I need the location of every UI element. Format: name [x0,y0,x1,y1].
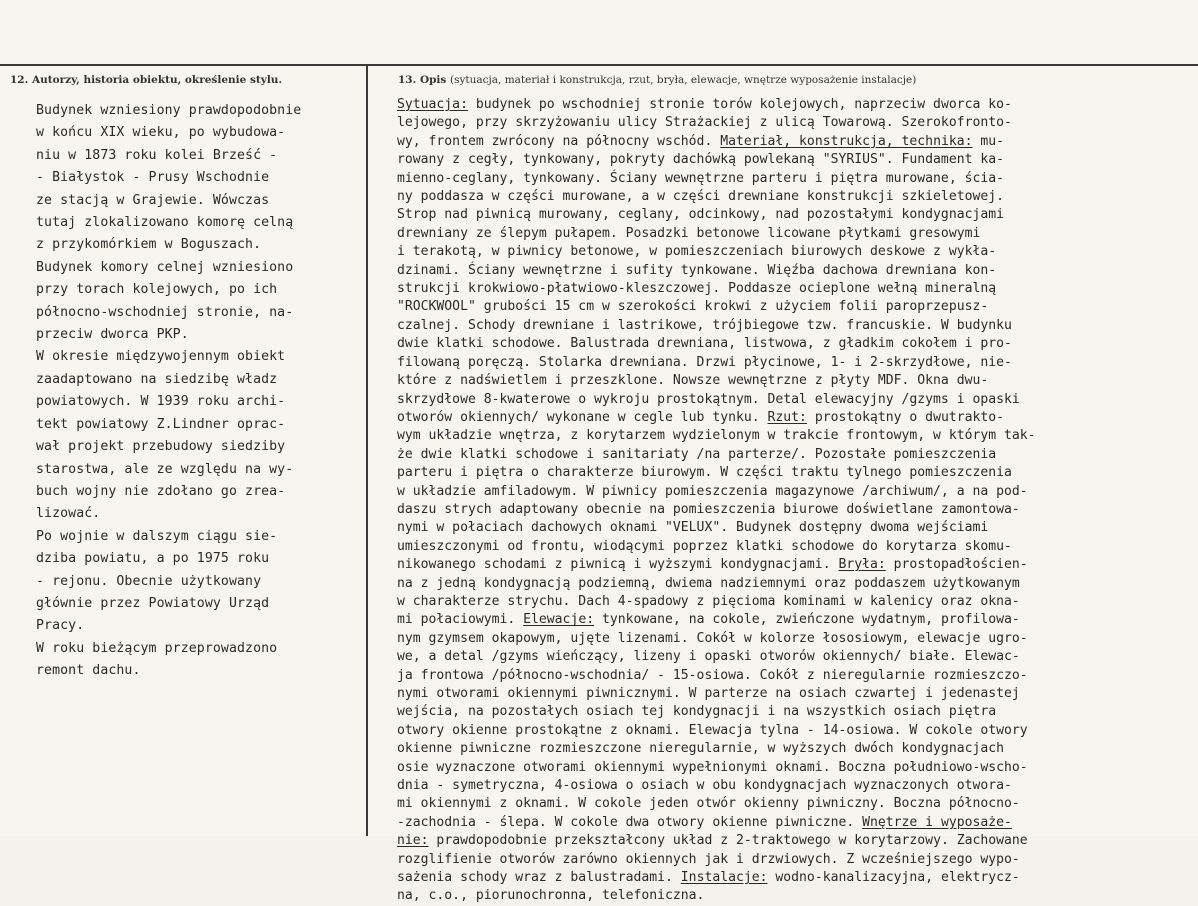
text-segment: mi okiennymi z oknami. W cokole jeden otwór okienny piwniczny. Boczna północno- [397,796,1020,812]
description-text-line [397,335,1197,353]
history-text-line: przy torach kolejowych, po ich [36,282,278,298]
description-text-line [397,96,1197,114]
history-text-line: wał projekt przebudowy siedziby [36,439,286,455]
section-12-header [10,74,282,86]
description-text-line [397,262,1197,280]
history-text-line: Budynek wzniesiony prawdopodobnie [36,103,302,118]
history-text-line: W okresie międzywojennym obiekt [36,349,286,365]
underlined-heading: Rzut: [767,409,807,425]
text-segment: sażenia schody wraz z balustradami. [397,870,681,886]
text-segment: wym układzie wnętrza, z korytarzem wydzielonym w trakcie frontowym, w którym tak- [397,428,1036,444]
description-text-line [397,446,1197,464]
underlined-heading: Bryła: [838,557,886,573]
text-segment: nymi w połaciach dachowych oknami "VELUX". Budynek dostępny dwoma wejściami [397,520,989,536]
history-text-line: Budynek komory celnej wzniesiono [36,259,294,275]
text-segment: otworów okiennych/ wykonane w cegle lub tynku. [397,409,768,425]
text-segment: mienno-ceglany, tynkowany. Ściany wewnętrzne parteru i piętra murowane, ścia- [397,170,1004,186]
description-text-line [397,667,1197,685]
description-text-line [397,151,1197,169]
description-text-line [397,851,1197,869]
text-segment: i terakotą, w piwnicy betonowe, w pomieszczeniach biurowych deskowe z wykła- [397,244,997,260]
description-text-line [397,556,1197,574]
section-13-title: Opis [419,74,447,86]
description-text-line [397,648,1197,666]
text-segment: mu- [972,133,1005,149]
history-text-line: powiatowych. W 1939 roku archi- [36,394,286,410]
description-text-line [397,170,1197,188]
history-text-line: północno-wschodniej stronie, na- [36,304,294,320]
text-segment: nymi otworami okiennymi piwnicznymi. W parterze na osiach czwartej i jedenastej [397,686,1020,701]
section-12-title: Autorzy, historia obiektu, określenie stylu. [31,74,283,86]
history-text-line: remont dachu. [36,663,141,679]
text-segment: drewniany ze ślepym pułapem. Posadzki betonowe licowane płytkami gresowymi [397,225,981,241]
text-segment: dnia - symetryczna, 4-osiowa o osiach w obu kondygnacjach wyznaczonych otwora- [397,778,1012,794]
text-segment: ny poddasza w części murowane, a w części drewniane konstrukcji szkieletowej. [397,189,1004,205]
text-segment: prostopadłościen- [885,557,1028,573]
description-text-line [397,611,1197,629]
description-text-line [397,427,1197,445]
text-segment: ja frontowa /północno-wschodnia/ - 15-osiowa. Cokół z nieregularnie rozmieszczo- [397,667,1028,683]
description-text-line [397,133,1197,151]
description-text-line [397,114,1197,132]
text-segment: daszu strych adaptowany obecnie na pomieszczenia biurowe doświetlane zamontowa- [397,501,1020,517]
description-text-line [397,372,1197,390]
description-text-column [397,96,1197,906]
description-text-line [397,409,1197,427]
text-segment: tynkowane, na cokole, zwieńczone wydatnym, profilowa- [594,612,1020,628]
history-text-line: starostwa, ale ze względu na wy- [36,461,294,477]
text-segment: umieszczonymi od frontu, wiodącymi poprzez klatki schodowe do korytarza skomu- [397,538,1012,554]
text-segment: mi połaciowymi. [397,612,524,628]
section-13-subtitle: (sytuacja, materiał i konstrukcja, rzut, bryła, elewacje, wnętrze wyposażenie instalacje) [449,74,917,86]
underlined-heading: Elewacje: [523,612,595,628]
description-text-line [397,317,1197,335]
text-segment: wy, frontem zwrócony na północny wschód. [397,133,721,149]
description-text-line [397,519,1197,537]
description-text-line [397,685,1197,703]
history-text-line: lizować. [36,506,101,522]
underlined-heading: nie: [397,833,429,849]
text-segment: nikowanego schodami z piwnicą i wyższymi kondygnacjami. [397,557,839,573]
history-text-line: niu w 1873 roku kolei Brześć - [36,147,278,163]
text-segment: -zachodnia - ślepa. W cokole dwa otwory okienne piwniczne. [397,814,863,830]
text-segment: otwory okienne prostokątne z oknami. Elewacja tylna - 14-osiowa. W cokole otwory [397,722,1028,738]
text-segment: parteru i piętra o charakterze biurowym. W części traktu tylnego pomieszczenia [397,465,1012,481]
text-segment: w układzie amfiladowym. W piwnicy pomieszczenia magazynowe /archiwum/, a na pod- [397,483,1028,499]
description-text-line [397,298,1197,316]
section-13-header [398,74,916,86]
description-text-line [397,593,1197,611]
text-segment: w charakterze strychu. Dach 4-spadowy z pięcioma kominami w kalenicy oraz okna- [397,593,1020,609]
description-text-line [397,795,1197,813]
section-12-number: 12. [10,74,29,86]
history-text-column [36,100,366,683]
description-text-line [397,354,1197,372]
top-margin [0,0,1198,64]
description-text-line [397,280,1197,298]
text-segment: "ROCKWOOL" grubości 15 cm w szerokości krokwi z użyciem folii paroprzepusz- [397,299,989,315]
description-text-line [397,630,1197,648]
text-segment: skrzydłowe 8-kwaterowe o wykroju prostokątnym. Detal elewacyjny /gzyms i opaski [397,391,1020,407]
section-13-number: 13. [398,74,417,86]
history-text-line: Po wojnie w dalszym ciągu sie- [36,528,278,544]
description-text-line [397,740,1197,758]
text-segment: budynek po wschodniej stronie torów kolejowych, naprzeciw dworca ko- [467,97,1012,112]
text-segment: osie wyznaczone otworami okiennymi wypełnionymi oknami. Boczna południowo-wscho- [397,759,1028,775]
text-segment: rowany z cegły, tynkowany, pokryty dachówką powlekaną "SYRIUS". Fundament ka- [397,152,1004,168]
description-text-line [397,832,1197,850]
underlined-heading: Materiał, konstrukcja, technika: [720,133,973,149]
text-segment: że dwie klatki schodowe i sanitariaty /na parterze/. Pozostałe pomieszczenia [397,446,997,462]
text-segment: prostokątny o dwutrakto- [806,409,1005,425]
text-segment: wejścia, na pozostałych osiach tej kondygnacji i na wszystkich osiach piętra [397,704,997,720]
description-text-line [397,703,1197,721]
description-text-line [397,777,1197,795]
text-segment: strukcji krokwiowo-płatwiowo-kleszczowej. Poddasze ocieplone wełną mineralną [397,281,997,297]
history-text-line: ze stacją w Grajewie. Wówczas [36,192,270,208]
description-text-line [397,538,1197,556]
text-segment: dzinami. Ściany wewnętrzne i sufity tynkowane. Więźba dachowa drewniana kon- [397,262,997,278]
history-text-line: - Białystok - Prusy Wschodnie [36,170,270,186]
description-text-line [397,206,1197,224]
history-text-line: głównie przez Powiatowy Urząd [36,595,270,611]
history-text-line: dziba powiatu, a po 1975 roku [36,551,270,567]
text-segment: nym gzymsem okapowym, ujęte lizenami. Cokół w kolorze łososiowym, elewacje ugro- [397,630,1028,646]
text-segment: które z nadświetlem i przeszklone. Nowsze wewnętrzne z płyty MDF. Okna dwu- [397,373,989,389]
description-text-line [397,483,1197,501]
underlined-heading: Instalacje: [680,870,768,886]
description-text-line [397,225,1197,243]
text-segment: wodno-kanalizacyjna, elektrycz- [767,870,1020,886]
history-text-line: przeciw dworca PKP. [36,327,189,343]
text-segment: filowaną poręczą. Stolarka drewniana. Drzwi płycinowe, 1- i 2-skrzydłowe, nie- [397,354,1012,370]
underlined-heading: Wnętrze i wyposaże- [862,814,1012,830]
description-text-line [397,188,1197,206]
text-segment: na z jedną kondygnacją podziemną, dwiema nadziemnymi oraz poddaszem użytkowanym [397,575,1020,591]
column-divider [366,64,368,836]
description-text-line [397,391,1197,409]
description-text-line [397,243,1197,261]
history-text-line: Pracy. [36,618,85,634]
description-text-line [397,575,1197,593]
history-text-line: zaadaptowano na siedzibę władz [36,371,278,387]
description-text-line [397,722,1197,740]
text-segment: okienne piwniczne rozmieszczone nieregularnie, w wyższych dwóch kondygnacjach [397,741,1004,757]
history-text-line: z przykomórkiem w Boguszach. [36,237,262,253]
description-text-line [397,464,1197,482]
text-segment: prawdopodobnie przekształcony układ z 2-traktowego w korytarzowy. Zachowane [428,833,1028,849]
text-segment: we, a detal /gzyms wieńczący, lizeny i opaski otworów okiennych/ białe. Elewac- [397,649,1020,665]
text-segment: rozglifienie otworów zarówno okiennych jak i drzwiowych. Z wcześniejszego wypo- [397,851,1020,867]
description-text-line [397,501,1197,519]
text-segment: na, c.o., piorunochronna, telefoniczna. [397,888,705,904]
history-text-line: tutaj zlokalizowano komorę celną [36,215,294,231]
description-text-line [397,759,1197,777]
text-segment: lejowego, przy skrzyżowaniu ulicy Strażackiej z ulicą Towarową. Szerokofronto- [397,115,1012,131]
text-segment: czalnej. Schody drewniane i lastrikowe, trójbiegowe tzw. francuskie. W budynku [397,317,1012,333]
history-text-line: buch wojny nie zdołano go zrea- [36,483,286,499]
history-text-line: w końcu XIX wieku, po wybudowa- [36,125,286,141]
history-text-line: tekt powiatowy Z.Lindner oprac- [36,416,286,432]
description-text-line [397,814,1197,832]
description-text-line [397,887,1197,905]
history-text-line: W roku bieżącym przeprowadzono [36,640,278,656]
text-segment: dwie klatki schodowe. Balustrada drewniana, listwowa, z gładkim cokołem i pro- [397,336,1012,352]
header-divider [0,64,1198,66]
underlined-heading: Sytuacja: [397,97,468,112]
description-text-line [397,869,1197,887]
history-text-line: - rejonu. Obecnie użytkowany [36,573,262,589]
text-segment: Strop nad piwnicą murowany, ceglany, odcinkowy, nad pozostałymi kondygnacjami [397,207,1004,223]
